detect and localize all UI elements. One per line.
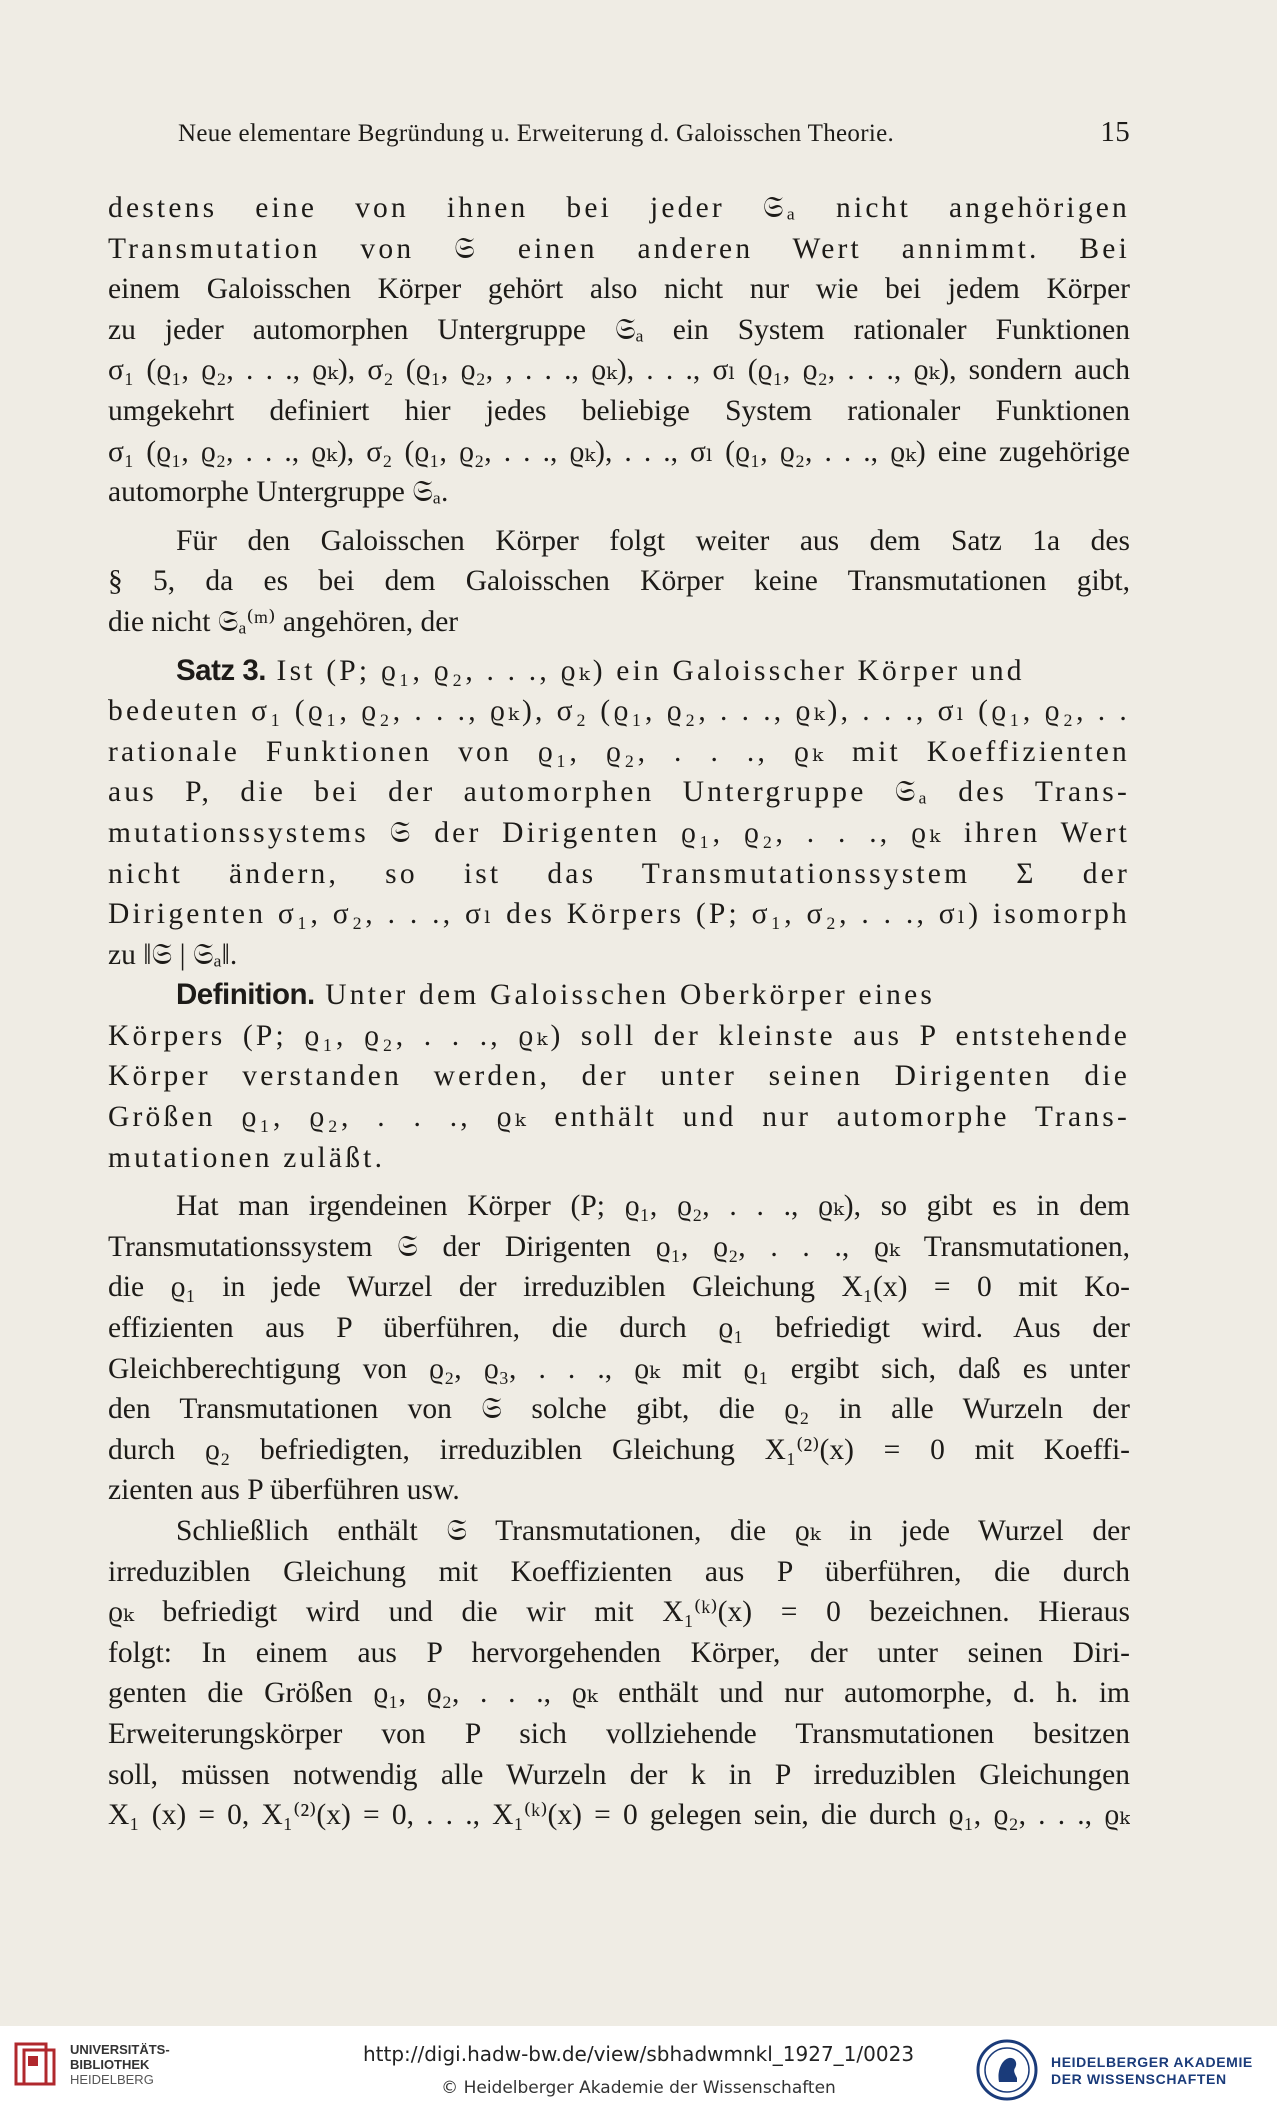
text-line: durch ϱ₂ befriedigten, irreduziblen Gleichung X₁⁽²⁾(x) = 0 mit Koeffi- [108,1433,1130,1466]
library-name-line: BIBLIOTHEK [70,2057,150,2072]
text-line: Unter dem Galoisschen Oberkörper eines [325,979,936,1012]
text-line: die nicht 𝔖ₐ⁽ᵐ⁾ angehören, der [108,605,459,638]
text-line: Ist (P; ϱ₁, ϱ₂, . . ., ϱₖ) ein Galoisscher Körper und [276,654,1025,687]
academy-seal-icon [975,2038,1039,2102]
definition-label: Definition. [176,978,315,1012]
main-text [108,188,1130,1836]
text-line: die ϱ₁ in jede Wurzel der irreduziblen Gleichung X₁(x) = 0 mit Ko- [108,1271,1130,1304]
text-line: umgekehrt definiert hier jedes beliebige System rationaler Funktionen [108,394,1130,427]
copyright-notice: © Heidelberger Akademie der Wissenschaften [441,2078,836,2098]
text-line: X₁ (x) = 0, X₁⁽²⁾(x) = 0, . . ., X₁⁽ᵏ⁾(x) = 0 gelegen sein, die durch ϱ₁, ϱ₂, . . ., ϱₖ [108,1799,1130,1832]
text-line: Schließlich enthält 𝔖 Transmutationen, die ϱₖ in jede Wurzel der [176,1515,1130,1547]
text-line: § 5, da es bei dem Galoisschen Körper keine Transmutationen gibt, [108,565,1130,598]
text-line: zu jeder automorphen Untergruppe 𝔖ₐ ein System rationaler Funktionen [108,313,1130,346]
text-line: Körpers (P; ϱ₁, ϱ₂, . . ., ϱₖ) soll der kleinste aus P entstehende [108,1019,1130,1052]
text-line: rationale Funktionen von ϱ₁, ϱ₂, . . ., ϱₖ mit Koeffizienten [108,735,1130,768]
text-line: destens eine von ihnen bei jeder 𝔖ₐ nicht angehörigen [108,192,1130,224]
document-url-link[interactable]: http://digi.hadw-bw.de/view/sbhadwmnkl_1927_1/0023 [362,2042,915,2066]
satz-line [108,651,1130,692]
academy-name-line: DER WISSENSCHAFTEN [1051,2071,1227,2087]
text-line: Dirigenten σ₁, σ₂, . . ., σₗ des Körpers (P; σ₁, σ₂, . . ., σₗ) isomorph [108,898,1130,931]
text-line: genten die Größen ϱ₁, ϱ₂, . . ., ϱₖ enthält und nur automorphe, d. h. im [108,1677,1130,1710]
text-line: Hat man irgendeinen Körper (P; ϱ₁, ϱ₂, . . ., ϱₖ), so gibt es in dem [176,1190,1130,1223]
text-line: Gleichberechtigung von ϱ₂, ϱ₃, . . ., ϱₖ mit ϱ₁ ergibt sich, daß es unter [108,1352,1130,1385]
academy-name [1051,2054,1253,2088]
academy-name-line: HEIDELBERGER AKADEMIE [1051,2054,1253,2070]
text-line: nicht ändern, so ist das Transmutationssystem Σ der [108,857,1130,890]
definition-line [108,975,1130,1016]
text-line: zienten aus P überführen usw. [108,1474,460,1507]
paragraph-gap [108,643,1130,651]
text-line: aus P, die bei der automorphen Untergruppe 𝔖ₐ des Trans- [108,776,1130,809]
academy-logo[interactable] [975,2038,1265,2102]
text-line: Größen ϱ₁, ϱ₂, . . ., ϱₖ enthält und nur automorphe Trans- [108,1101,1130,1134]
text-line: automorphe Untergruppe 𝔖ₐ. [108,476,449,509]
text-line: Transmutation von 𝔖 einen anderen Wert annimmt. Bei [108,232,1130,265]
text-line: soll, müssen notwendig alle Wurzeln der k in P irreduziblen Gleichungen [108,1758,1130,1791]
text-line: zu ‖𝔖 | 𝔖ₐ‖. [108,938,238,971]
library-name-line: HEIDELBERG [70,2072,154,2087]
text-line: bedeuten σ₁ (ϱ₁, ϱ₂, . . ., ϱₖ), σ₂ (ϱ₁, ϱ₂, . . ., ϱₖ), . . ., σₗ (ϱ₁, ϱ₂, . . [108,695,1130,728]
satz-label: Satz 3. [176,653,266,687]
text-line: Körper verstanden werden, der unter seinen Dirigenten die [108,1060,1130,1093]
text-line: σ₁ (ϱ₁, ϱ₂, . . ., ϱₖ), σ₂ (ϱ₁, ϱ₂, , . . ., ϱₖ), . . ., σₗ (ϱ₁, ϱ₂, . . ., ϱₖ), sondern auch [108,354,1130,387]
text-line: Erweiterungskörper von P sich vollziehende Transmutationen besitzen [108,1717,1130,1750]
viewer-footer [0,2026,1277,2114]
page-number: 15 [1100,116,1130,148]
text-line: σ₁ (ϱ₁, ϱ₂, . . ., ϱₖ), σ₂ (ϱ₁, ϱ₂, . . ., ϱₖ), . . ., σₗ (ϱ₁, ϱ₂, . . ., ϱₖ) eine zugehörige [108,435,1130,468]
paragraph-gap [108,513,1130,521]
text-line: folgt: In einem aus P hervorgehenden Körper, der unter seinen Diri- [108,1636,1130,1669]
text-line: effizienten aus P überführen, die durch ϱ₁ befriedigt wird. Aus der [108,1312,1130,1345]
paragraph-gap [108,1178,1130,1186]
text-line: einem Galoisschen Körper gehört also nicht nur wie bei jedem Körper [108,273,1130,306]
text-line: irreduziblen Gleichung mit Koeffizienten aus P überführen, die durch [108,1555,1130,1588]
text-line: mutationen zuläßt. [108,1141,386,1174]
text-line: Für den Galoisschen Körper folgt weiter aus dem Satz 1a des [176,524,1130,557]
text-line: mutationssystems 𝔖 der Dirigenten ϱ₁, ϱ₂, . . ., ϱₖ ihren Wert [108,816,1130,849]
running-title: Neue elementare Begründung u. Erweiterung d. Galoisschen Theorie. [178,120,895,147]
text-line: den Transmutationen von 𝔖 solche gibt, die ϱ₂ in alle Wurzeln der [108,1393,1130,1426]
text-line: ϱₖ befriedigt wird und die wir mit X₁⁽ᵏ⁾(x) = 0 bezeichnen. Hieraus [108,1596,1130,1629]
library-name-line: UNIVERSITÄTS- [70,2042,170,2057]
text-line: Transmutationssystem 𝔖 der Dirigenten ϱ₁, ϱ₂, . . ., ϱₖ Transmutationen, [108,1230,1130,1263]
